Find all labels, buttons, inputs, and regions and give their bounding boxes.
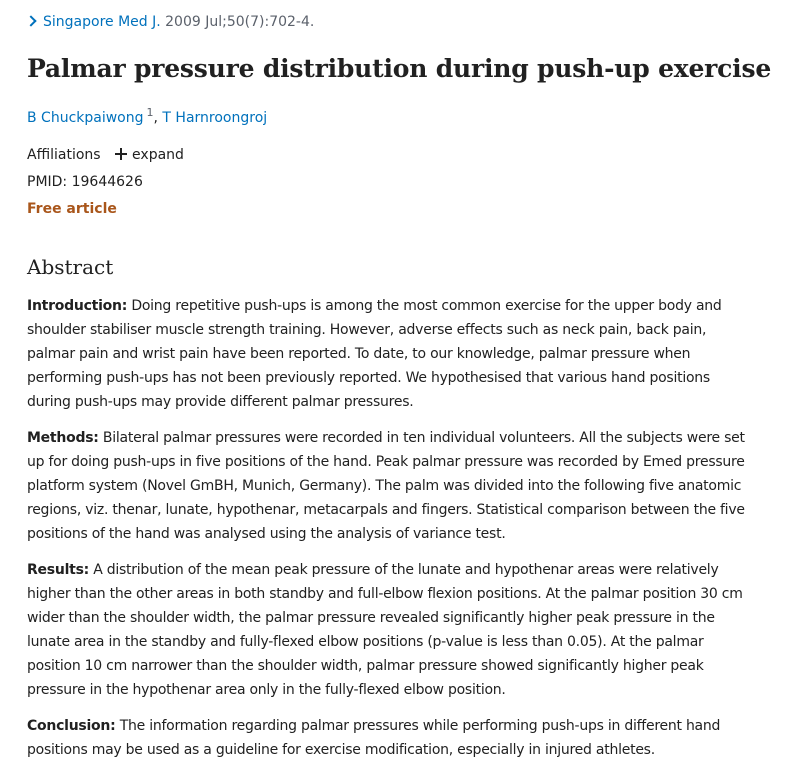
section-text: Doing repetitive push-ups is among the most common exercise for the upper body and shoulder stabiliser muscle strength training. However, adverse effects such as neck pain, back pain, palmar pain and wrist pain have been reported. To date, to our knowledge, palmar pressure when performing push-ups has not been previously reported. We hypothesised that various hand positions during push-ups may provide different palmar pressures. [27,298,722,410]
journal-name[interactable]: Singapore Med J. [43,14,161,30]
abstract-heading: Abstract [27,255,114,279]
free-article-badge: Free article [27,201,117,217]
abstract-section-conclusion [27,714,757,762]
author-link[interactable]: T Harnroongroj [162,110,268,126]
affiliations-label: Affiliations [27,147,101,163]
citation [27,12,314,32]
citation-date: 2009 Jul;50(7):702-4. [165,14,315,30]
affiliations-row [27,145,184,165]
section-text: The information regarding palmar pressures while performing push-ups in different hand positions may be used as a guideline for exercise modification, especially in injured athletes. [27,718,721,758]
chevron-right-icon [25,15,36,26]
expand-label[interactable]: expand [132,147,184,163]
abstract-section-results [27,558,757,702]
expand-button[interactable] [115,147,184,163]
section-label: Conclusion: [27,718,116,734]
pmid [27,172,143,192]
section-text: A distribution of the mean peak pressure of the lunate and hypothenar areas were relatively higher than the other areas in both standby and full-elbow flexion positions. At the palmar position 30 cm wider than the shoulder width, the palmar pressure revealed significantly higher peak pressure in the lunate area in the standby and fully-flexed elbow positions (p-value is less than 0.05). At the palmar position 10 cm narrower than the shoulder width, palmar pressure showed significantly higher peak pressure in the hypothenar area only in the fully-flexed elbow position. [27,562,743,698]
author-link[interactable]: B Chuckpaiwong [27,110,144,126]
affiliation-superscript[interactable]: 1 [146,106,154,119]
abstract-body [27,294,757,774]
section-text: Bilateral palmar pressures were recorded in ten individual volunteers. All the subjects were set up for doing push-ups in five positions of the hand. Peak palmar pressure was recorded by Emed pressure platform system (Novel GmBH, Munich, Germany). The palm was divided into the following five anatomic regions, viz. thenar, lunate, hypothenar, metacarpals and fingers. Statistical comparison between the five positions of the hand was analysed using the analysis of variance test. [27,430,745,542]
journal-link[interactable] [27,14,165,30]
section-label: Methods: [27,430,99,446]
pmid-value: 19644626 [71,174,143,190]
section-label: Results: [27,562,89,578]
article-title: Palmar pressure distribution during push-up exercise [27,54,772,83]
abstract-section-methods [27,426,757,546]
plus-icon [115,148,127,160]
section-label: Introduction: [27,298,128,314]
abstract-section-introduction [27,294,757,414]
authors-list: B Chuckpaiwong $^1$, T Harnroongroj [27,106,268,126]
pmid-label: PMID: [27,174,68,190]
